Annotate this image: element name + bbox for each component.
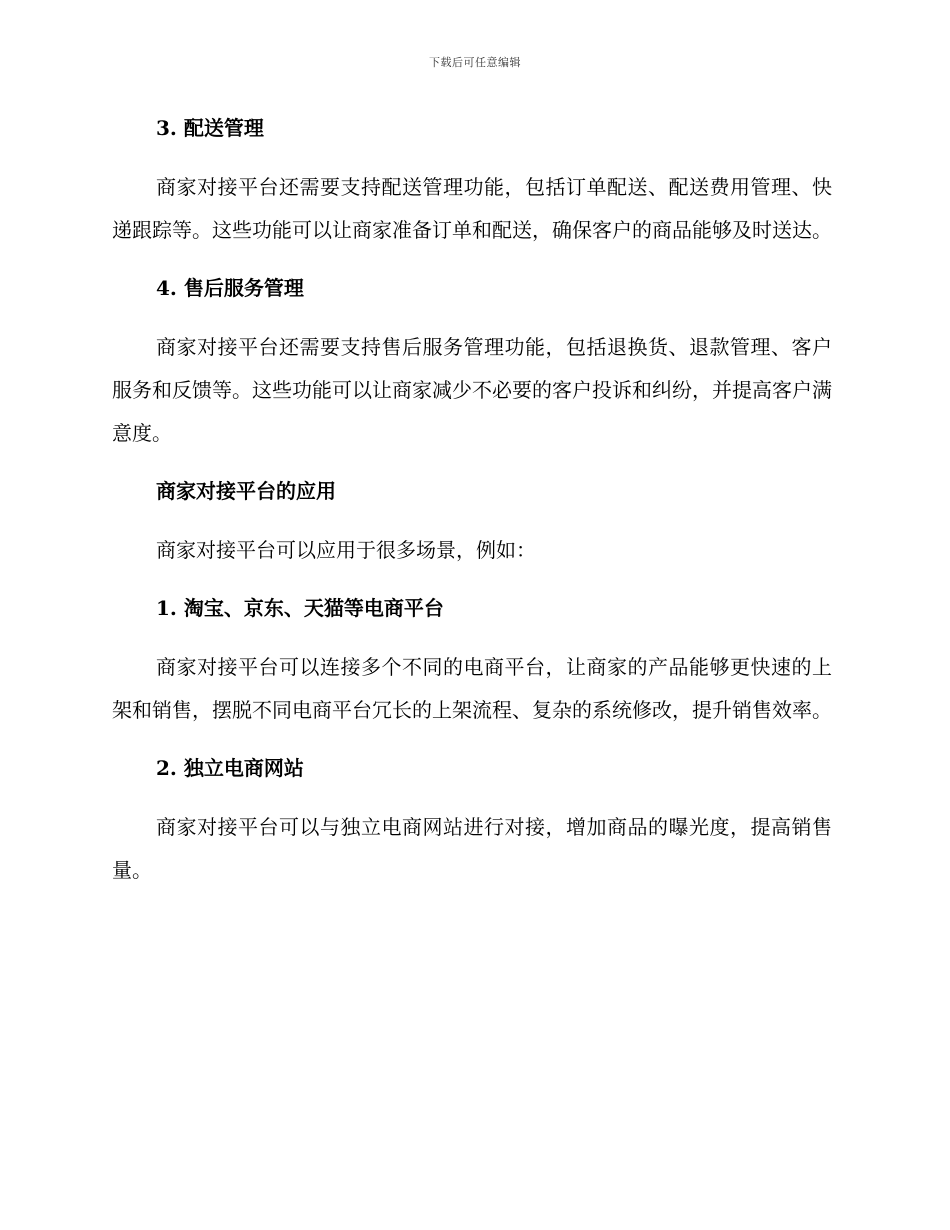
section-paragraph: 商家对接平台可以应用于很多场景，例如： (156, 538, 536, 562)
section-after-sales (112, 272, 832, 475)
section-heading: 商家对接平台的应用 (156, 479, 336, 503)
section-paragraph: 商家对接平台还需要支持售后服务管理功能，包括退换货、退款管理、客户服务和反馈等。这些功能可以让商家减少不必要的客户投诉和纠纷，并提高客户满意度。 (112, 335, 832, 445)
section-independent-site (112, 752, 832, 892)
section-heading: 1. 淘宝、京东、天猫等电商平台 (156, 596, 444, 620)
document-body (112, 112, 832, 892)
section-paragraph: 商家对接平台可以连接多个不同的电商平台，让商家的产品能够更快速的上架和销售，摆脱不同电商平台冗长的上架流程、复杂的系统修改，提升销售效率。 (112, 655, 832, 722)
section-delivery (112, 112, 832, 272)
section-heading: 3. 配送管理 (156, 116, 264, 140)
section-paragraph: 商家对接平台可以与独立电商网站进行对接，增加商品的曝光度，提高销售量。 (112, 815, 832, 882)
section-heading: 2. 独立电商网站 (156, 756, 304, 780)
header-note: 下载后可任意编辑 (429, 56, 521, 69)
section-applications (112, 475, 832, 592)
section-heading: 4. 售后服务管理 (156, 276, 304, 300)
section-paragraph: 商家对接平台还需要支持配送管理功能，包括订单配送、配送费用管理、快递跟踪等。这些功能可以让商家准备订单和配送，确保客户的商品能够及时送达。 (112, 175, 832, 242)
section-ecommerce-platforms (112, 592, 832, 752)
